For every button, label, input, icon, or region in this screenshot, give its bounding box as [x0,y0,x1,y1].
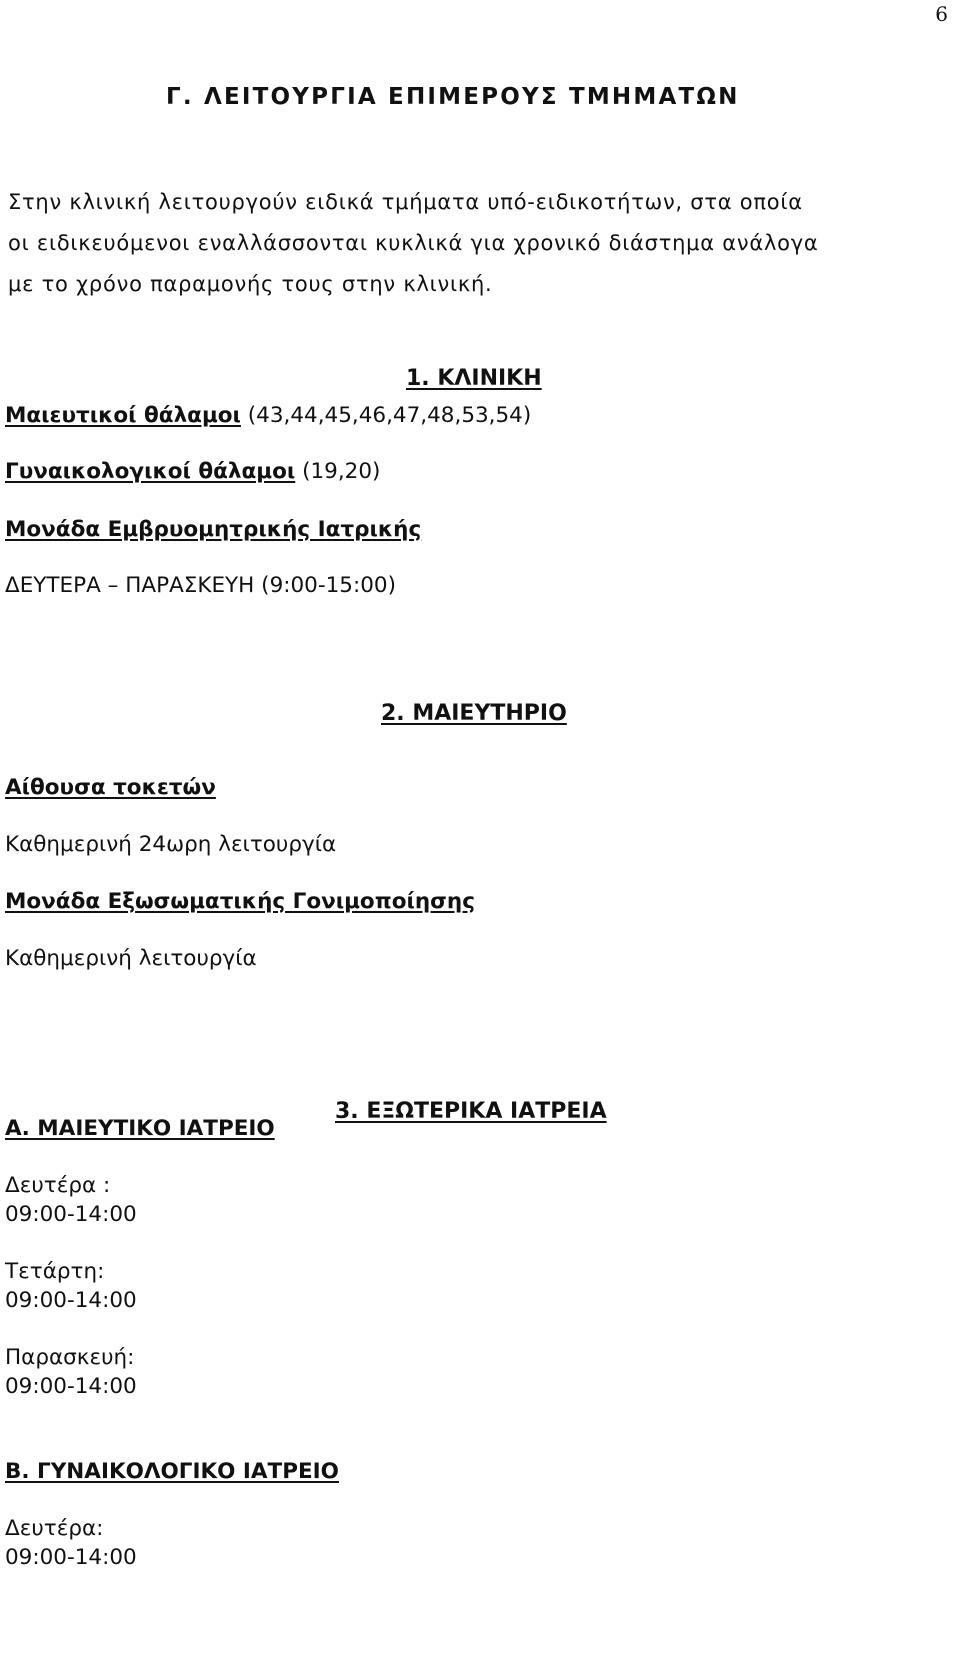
obstetric-day: Παρασκευή: [5,1345,135,1370]
clinic-heading: 1. ΚΛΙΝΙΚΗ [406,366,542,391]
obstetric-clinic-label: Α. ΜΑΙΕΥΤΙΚΟ ΙΑΤΡΕΙΟ [5,1116,275,1141]
gynecologic-day: Δευτέρα: [5,1516,104,1541]
obstetric-time: 09:00-14:00 [5,1374,137,1399]
delivery-room-label: Αίθουσα τοκετών [5,775,216,800]
obstetric-time: 09:00-14:00 [5,1202,137,1227]
intro-line: οι ειδικευόμενοι εναλλάσσονται κυκλικά για χρονικό διάστημα ανάλογα [8,231,819,255]
gynecologic-clinic-label: Β. ΓΥΝΑΙΚΟΛΟΓΙΚΟ ΙΑΤΡΕΙΟ [5,1459,339,1484]
intro-paragraph [8,182,958,305]
maternity-wards-line [5,403,531,428]
maternity-wards-label: Μαιευτικοί θάλαμοι [5,403,241,428]
intro-line: Στην κλινική λειτουργούν ειδικά τμήματα υπό-ειδικοτήτων, στα οποία [8,190,803,214]
fetal-unit-label: Μονάδα Εμβρυομητρικής Ιατρικής [5,517,422,542]
gyn-wards-numbers: (19,20) [295,459,381,484]
fetal-unit-hours: ΔΕΥΤΕΡΑ – ΠΑΡΑΣΚΕΥΗ (9:00-15:00) [5,573,396,598]
gyn-wards-label: Γυναικολογικοί θάλαμοι [5,459,296,484]
obstetric-time: 09:00-14:00 [5,1288,137,1313]
maternity-heading: 2. ΜΑΙΕΥΤΗΡΙΟ [381,701,567,726]
obstetric-day: Δευτέρα : [5,1173,111,1198]
intro-line: με το χρόνο παραμονής τους στην κλινική. [8,272,493,296]
section-title: Γ. ΛΕΙΤΟΥΡΓΙΑ ΕΠΙΜΕΡΟΥΣ ΤΜΗΜΑΤΩΝ [166,84,740,110]
gynecologic-time: 09:00-14:00 [5,1545,137,1570]
outpatient-heading: 3. ΕΞΩΤΕΡΙΚΑ ΙΑΤΡΕΙΑ [335,1099,607,1124]
ivf-unit-label: Μονάδα Εξωσωματικής Γονιμοποίησης [5,889,475,914]
maternity-wards-numbers: (43,44,45,46,47,48,53,54) [240,403,532,428]
ivf-unit-hours: Καθημερινή λειτουργία [5,946,257,971]
page-number: 6 [935,2,948,26]
delivery-room-hours: Καθημερινή 24ωρη λειτουργία [5,832,337,857]
gyn-wards-line [5,459,380,484]
obstetric-day: Τετάρτη: [5,1259,105,1284]
